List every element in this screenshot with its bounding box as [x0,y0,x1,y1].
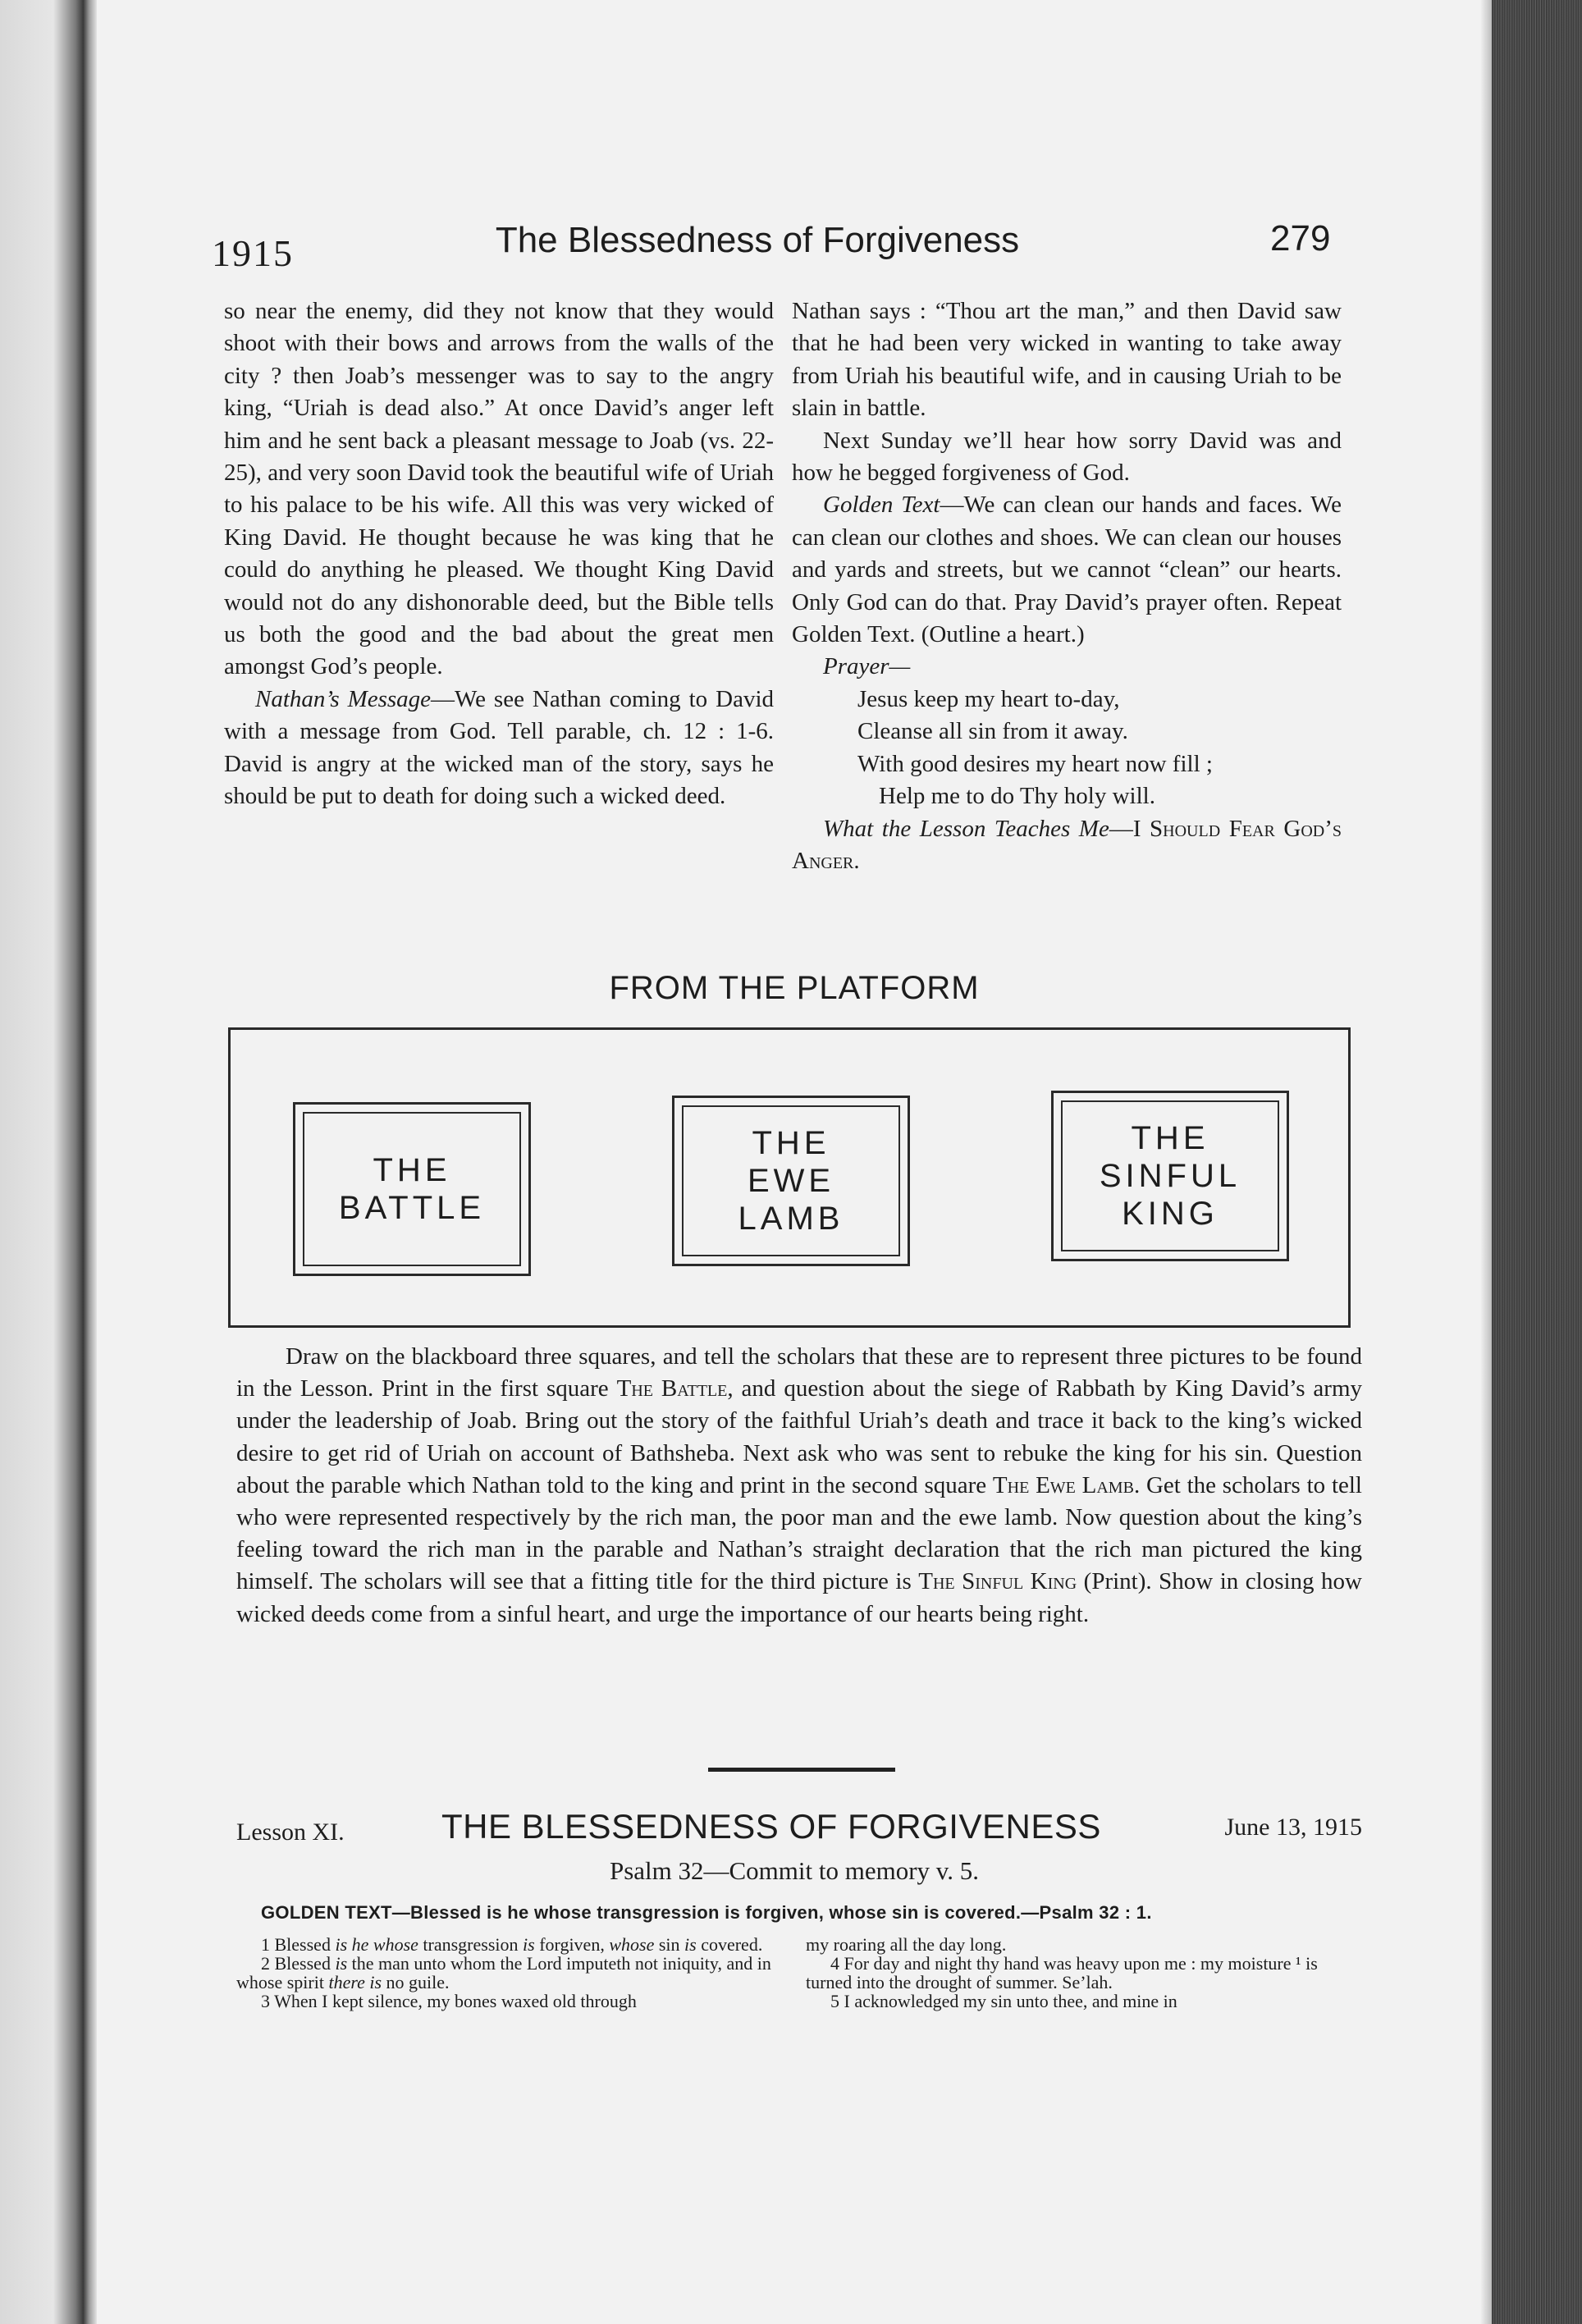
bb-title-sinful-king: The Sinful King [918,1568,1077,1595]
prayer-line: Jesus keep my heart to-day, [857,685,1120,712]
right-paragraph-2: Next Sunday we’ll hear how sorry David was and how he begged forgiveness of God. [792,427,1342,487]
square-2-line-1: THE [752,1125,830,1161]
square-3-line-2: SINFUL [1099,1158,1241,1194]
platform-heading: FROM THE PLATFORM [609,970,980,1006]
header-year: 1915 [212,232,294,274]
square-1-line-1: THE [373,1152,451,1188]
prayer-label: Prayer— [823,653,911,680]
prayer-line: Cleanse all sin from it away. [857,718,1128,745]
v1-f: whose [609,1934,655,1955]
lesson-teaches-label: What the Lesson Teaches Me [823,815,1109,842]
v1-c: transgression [418,1934,523,1955]
golden-text-label: Golden Text [823,492,940,519]
verse-1 [236,1935,778,1954]
verse-3-continued: my roaring all the day long. [806,1934,1007,1955]
lesson-title: THE BLESSEDNESS OF FORGIVENESS [441,1807,1101,1846]
verse-5: 5 I acknowledged my sin unto thee, and mine in [830,1991,1177,2011]
scripture-left-column [236,1935,778,2011]
nathans-message-label: Nathan’s Message [255,685,432,712]
v1-g: sin [654,1934,685,1955]
square-3-line-1: THE [1131,1120,1209,1156]
verse-2 [236,1954,778,1992]
two-column-text [224,295,1438,968]
square-the-ewe-lamb [672,1096,910,1266]
bb-text-1: Draw on the blackboard three squares, and tell the scholars that these are to represent three pictures to be found in the Lesson. Print in the first square [236,1343,1362,1402]
v1-d: is [523,1934,535,1955]
v1-h: is [684,1934,697,1955]
lesson-date: June 13, 1915 [1224,1814,1362,1841]
left-column [224,295,774,813]
prayer-line: Help me to do Thy holy will. [879,783,1155,810]
v2-b: is [335,1953,348,1974]
header-title: The Blessedness of Forgiveness [495,220,1020,260]
square-2-line-3: LAMB [738,1201,844,1237]
scripture-passage [236,1935,1362,2050]
prayer-verse [857,684,1342,813]
nathans-message-paragraph [224,684,774,813]
right-column [792,295,1342,877]
bb-text-2: , and question about the siege of Rabbath by King David’s army under the leadership of Joab. Bring out the story of the faithful Uriah’s death and trace it back to the king’s wicked desire to get rid of Uriah on account of Bathsheba. Next ask who was sent to rebuke the king for his sin. Question about the parable which Nathan told to the king and print in the second square [236,1375,1363,1498]
v2-c: the man unto whom the Lord imputeth not iniquity, and in whose spirit [236,1953,771,1992]
prayer-line: With good desires my heart now fill ; [857,750,1213,777]
bb-title-battle: The Battle [616,1375,728,1402]
blackboard-diagram-frame [228,1027,1351,1328]
blackboard-instructions [236,1341,1362,1631]
left-paragraph-1: so near the enemy, did they not know that they would shoot with their bows and arrows from the walls of the city ? then Joab’s messenger was to say to the angry king, “Uriah is dead also.” At once David’s anger left him and he sent back a pleasant message to Joab (vs. 22-25), and very soon David took the beautiful wife of Uriah to his palace to be his wife. All this was very wicked of King David. He thought because he was king that he could do anything he pleased. We thought King David would not do any dishonorable deed, but the Bible tells us both the good and the bad about the great men amongst God’s people. [224,298,774,680]
v1-i: covered. [696,1934,763,1955]
bb-text-3: . Get the scholars to tell who were represented respectively by the rich man, the poor man and the ewe lamb. Now question about the king’s feeling toward the rich man in the parable and Nathan’s straight declaration that the rich man pictured the king himself. The scholars will see that a fitting title for the third picture is [236,1471,1362,1595]
v1-a: 1 Blessed [261,1934,336,1955]
lesson-teaches-text: —I Should Fear God’s Anger. [792,815,1342,874]
lesson-teaches-paragraph [792,813,1342,878]
square-the-sinful-king [1051,1091,1289,1261]
section-divider [708,1768,895,1772]
square-the-battle [293,1102,531,1276]
lesson-psalm: Psalm 32—Commit to memory v. 5. [609,1856,980,1885]
right-paragraph-1: Nathan says : “Thou art the man,” and then David saw that he had been very wicked in wanting to take away from Uriah his beautiful wife, and in causing Uriah to be slain in battle. [792,298,1342,422]
v2-e: no guile. [382,1972,450,1992]
golden-text-body: —We can clean our hands and faces. We can clean our clothes and shoes. We can clean our houses and yards and streets, but we cannot “clean” our hearts. Only God can do that. Pray David’s prayer often. Repeat Golden Text. (Outline a heart.) [792,492,1342,648]
bb-title-ewe-lamb: The Ewe Lamb [992,1471,1134,1498]
bb-text-4: (Print). Show in closing how wicked deeds come from a sinful heart, and urge the importance of our hearts being right. [236,1568,1362,1627]
golden-text-line: GOLDEN TEXT—Blessed is he whose transgression is forgiven, whose sin is covered.—Psalm 32 : 1. [261,1902,1152,1923]
book-gutter [0,0,97,2324]
golden-text-paragraph [792,489,1342,651]
scripture-right-column [806,1935,1347,2011]
lesson-heading-row [236,1807,1362,1856]
v1-b: is he whose [335,1934,418,1955]
book-page [97,0,1492,2324]
page-number: 279 [1270,218,1331,258]
v1-e: forgiven, [534,1934,610,1955]
running-header [97,215,1492,281]
page-stack-edge [1492,0,1582,2324]
v2-d: there is [328,1972,382,1992]
square-2-line-2: EWE [747,1163,835,1199]
nathans-message-text: —We see Nathan coming to David with a message from God. Tell parable, ch. 12 : 1-6. David is angry at the wicked man of the story, says he should be put to death for doing such a wicked deed. [224,685,774,810]
square-1-line-2: BATTLE [338,1190,486,1226]
blackboard-paragraph [236,1341,1362,1631]
square-3-line-3: KING [1122,1196,1219,1232]
v2-a: 2 Blessed [261,1953,336,1974]
lesson-number: Lesson XI. [236,1818,345,1846]
verse-3: 3 When I kept silence, my bones waxed old through [261,1991,637,2011]
verse-4: 4 For day and night thy hand was heavy upon me : my moisture ¹ is turned into the drought of summer. Se’lah. [806,1953,1318,1992]
